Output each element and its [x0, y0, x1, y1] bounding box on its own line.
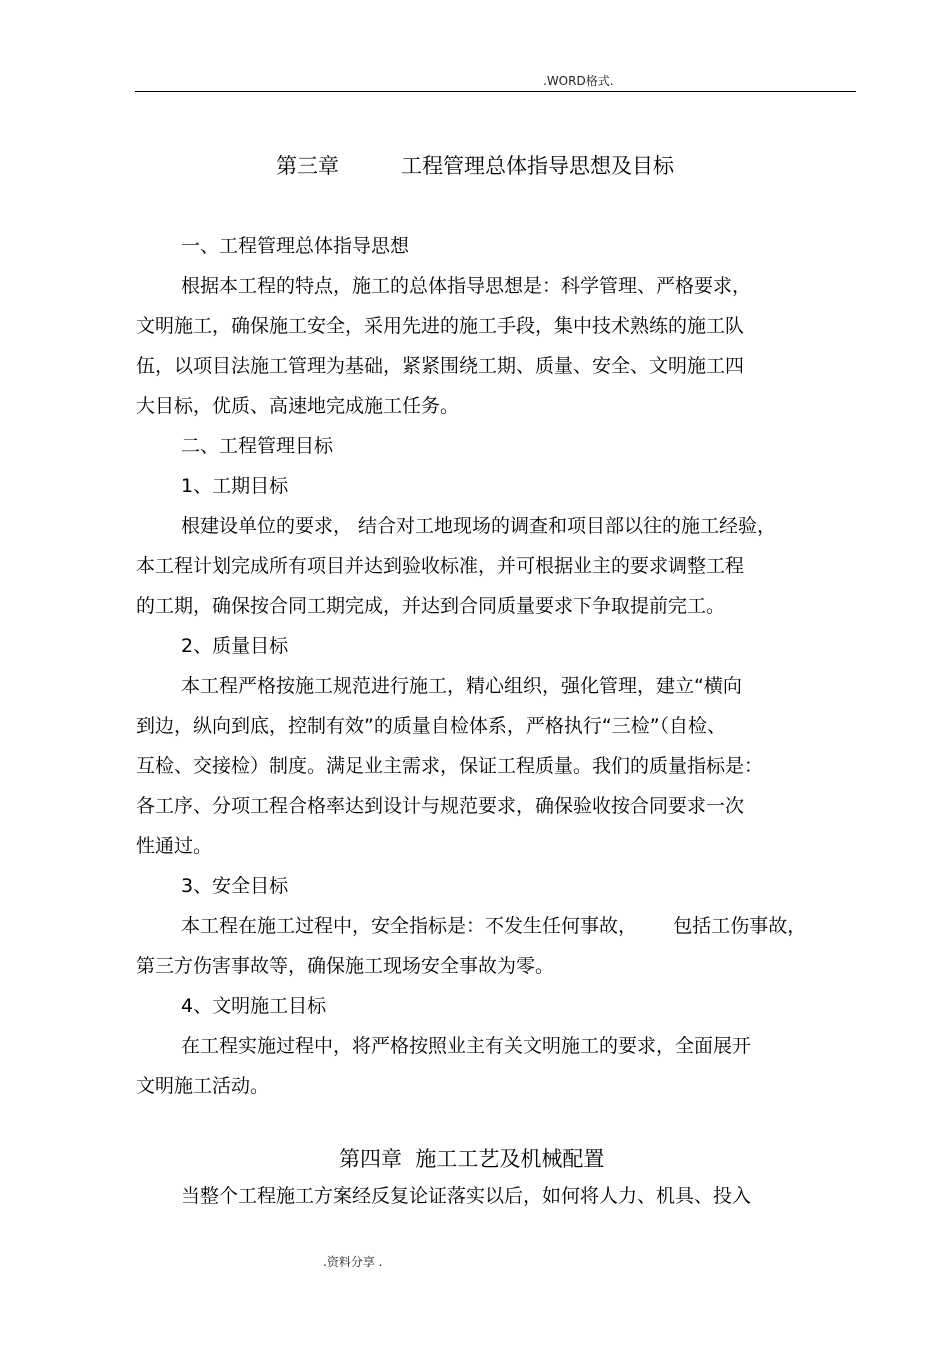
chapter-3-label: 第三章 — [276, 154, 339, 178]
subsection-heading-civilized: 4、文明施工目标 — [181, 995, 327, 1017]
paragraph-line: 文明施工活动。 — [136, 1075, 270, 1097]
paragraph-line: 当整个工程施工方案经反复论证落实以后，如何将人力、机具、投入 — [181, 1185, 752, 1207]
chapter-3-heading — [0, 150, 950, 180]
paragraph-line: 伍，以项目法施工管理为基础，紧紧围绕工期、质量、安全、文明施工四 — [136, 355, 745, 377]
subsection-heading-quality: 2、质量目标 — [181, 635, 289, 657]
paragraph-line: 在工程实施过程中，将严格按照业主有关文明施工的要求，全面展开 — [181, 1035, 752, 1057]
subsection-heading-safety: 3、安全目标 — [181, 875, 289, 897]
chapter-3-title: 工程管理总体指导思想及目标 — [401, 154, 674, 178]
section-heading-1: 一、工程管理总体指导思想 — [181, 235, 410, 257]
chapter-4-heading: 第四章 施工工艺及机械配置 — [339, 1147, 605, 1171]
page-header: .WORD格式. — [543, 74, 614, 88]
paragraph-line: 互检、交接检）制度。满足业主需求，保证工程质量。我们的质量指标是： — [136, 755, 764, 777]
section-heading-2: 二、工程管理目标 — [181, 435, 334, 457]
paragraph-line: 各工序、分项工程合格率达到设计与规范要求，确保验收按合同要求一次 — [136, 795, 745, 817]
paragraph-line: 文明施工，确保施工安全，采用先进的施工手段，集中技术熟练的施工队 — [136, 315, 745, 337]
paragraph-line: 本工程严格按施工规范进行施工，精心组织，强化管理，建立“横向 — [181, 675, 742, 697]
paragraph-line: 大目标，优质、高速地完成施工任务。 — [136, 395, 460, 417]
paragraph-line: 本工程计划完成所有项目并达到验收标准，并可根据业主的要求调整工程 — [136, 555, 745, 577]
subsection-heading-schedule: 1、工期目标 — [181, 475, 289, 497]
paragraph-line: 根建设单位的要求， 结合对工地现场的调查和项目部以往的施工经验， — [181, 515, 777, 537]
paragraph-line: 的工期，确保按合同工期完成，并达到合同质量要求下争取提前完工。 — [136, 595, 726, 617]
paragraph-line: 根据本工程的特点，施工的总体指导思想是：科学管理、严格要求， — [181, 275, 752, 297]
paragraph-line: 性通过。 — [136, 835, 213, 857]
paragraph-line: 第三方伤害事故等，确保施工现场安全事故为零。 — [136, 955, 555, 977]
paragraph-line: 本工程在施工过程中，安全指标是：不发生任何事故， 包括工伤事故， — [181, 915, 807, 937]
header-divider — [135, 91, 856, 92]
paragraph-line: 到边，纵向到底，控制有效”的质量自检体系，严格执行“三检”（自检、 — [136, 715, 727, 737]
page-footer: .资料分享 . — [323, 1255, 383, 1269]
